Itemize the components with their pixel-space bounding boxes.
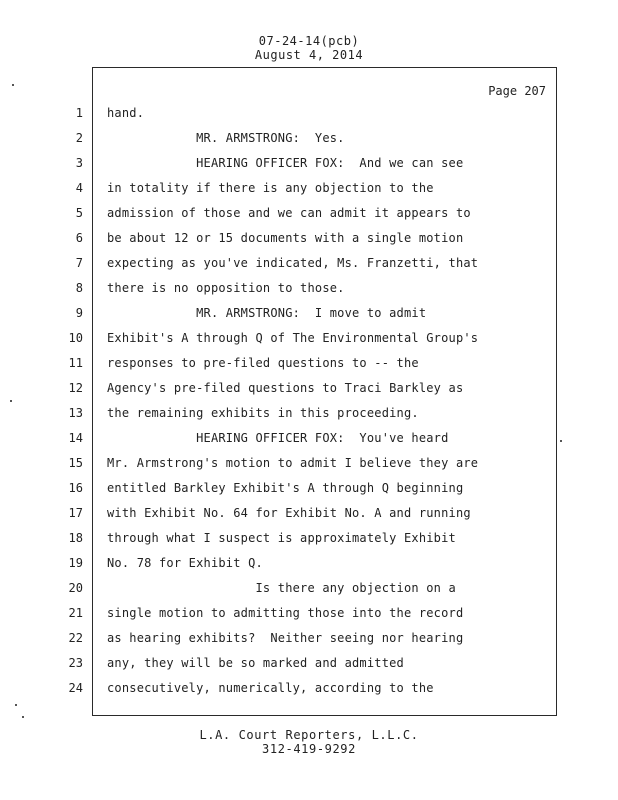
line-number: 23 <box>68 656 83 670</box>
court-reporter-name: L.A. Court Reporters, L.L.C. <box>199 728 419 742</box>
transcript-line: HEARING OFFICER FOX: And we can see <box>107 156 464 170</box>
transcript-line: MR. ARMSTRONG: I move to admit <box>107 306 427 320</box>
line-number: 17 <box>68 506 83 520</box>
transcript-line: with Exhibit No. 64 for Exhibit No. A and running <box>107 506 471 520</box>
transcript-line: the remaining exhibits in this proceeding. <box>107 406 419 420</box>
transcript-line: No. 78 for Exhibit Q. <box>107 556 263 570</box>
line-number: 12 <box>68 381 83 395</box>
line-number: 22 <box>68 631 83 645</box>
line-number: 10 <box>68 331 83 345</box>
line-number: 8 <box>75 281 83 295</box>
line-number: 13 <box>68 406 83 420</box>
scan-speck <box>15 704 17 706</box>
case-number-header: 07-24-14(pcb) <box>258 34 360 48</box>
line-number: 14 <box>68 431 83 445</box>
transcript-line: Is there any objection on a <box>107 581 456 595</box>
transcript-line: any, they will be so marked and admitted <box>107 656 404 670</box>
scan-speck <box>10 400 12 402</box>
transcript-line: admission of those and we can admit it appears to <box>107 206 471 220</box>
transcript-line: responses to pre-filed questions to -- the <box>107 356 419 370</box>
scan-speck <box>560 440 562 442</box>
line-number: 2 <box>75 131 83 145</box>
transcript-line: consecutively, numerically, according to the <box>107 681 434 695</box>
transcript-line: be about 12 or 15 documents with a single motion <box>107 231 464 245</box>
line-number: 11 <box>68 356 83 370</box>
line-number: 9 <box>75 306 83 320</box>
line-number: 21 <box>68 606 83 620</box>
line-number: 18 <box>68 531 83 545</box>
court-reporter-phone: 312-419-9292 <box>262 742 356 756</box>
scan-speck <box>22 716 24 718</box>
transcript-line: MR. ARMSTRONG: Yes. <box>107 131 345 145</box>
page-number: Page 207 <box>488 84 546 98</box>
line-number: 1 <box>75 106 83 120</box>
line-number: 3 <box>75 156 83 170</box>
transcript-line: as hearing exhibits? Neither seeing nor hearing <box>107 631 464 645</box>
transcript-line: single motion to admitting those into the record <box>107 606 464 620</box>
transcript-line: in totality if there is any objection to the <box>107 181 434 195</box>
transcript-line: through what I suspect is approximately Exhibit <box>107 531 456 545</box>
line-number: 19 <box>68 556 83 570</box>
line-number: 20 <box>68 581 83 595</box>
transcript-line: Exhibit's A through Q of The Environmental Group's <box>107 331 479 345</box>
transcript-line: Mr. Armstrong's motion to admit I believe they are <box>107 456 479 470</box>
transcript-line: entitled Barkley Exhibit's A through Q beginning <box>107 481 464 495</box>
line-number: 16 <box>68 481 83 495</box>
line-number: 5 <box>75 206 83 220</box>
transcript-line: Agency's pre-filed questions to Traci Barkley as <box>107 381 464 395</box>
line-number: 24 <box>68 681 83 695</box>
line-number: 7 <box>75 256 83 270</box>
date-header: August 4, 2014 <box>254 48 364 62</box>
line-number: 15 <box>68 456 83 470</box>
line-number: 4 <box>75 181 83 195</box>
transcript-line: HEARING OFFICER FOX: You've heard <box>107 431 449 445</box>
transcript-line: hand. <box>107 106 145 120</box>
transcript-line: expecting as you've indicated, Ms. Franzetti, that <box>107 256 479 270</box>
line-number: 6 <box>75 231 83 245</box>
scan-speck <box>12 84 14 86</box>
transcript-line: there is no opposition to those. <box>107 281 345 295</box>
